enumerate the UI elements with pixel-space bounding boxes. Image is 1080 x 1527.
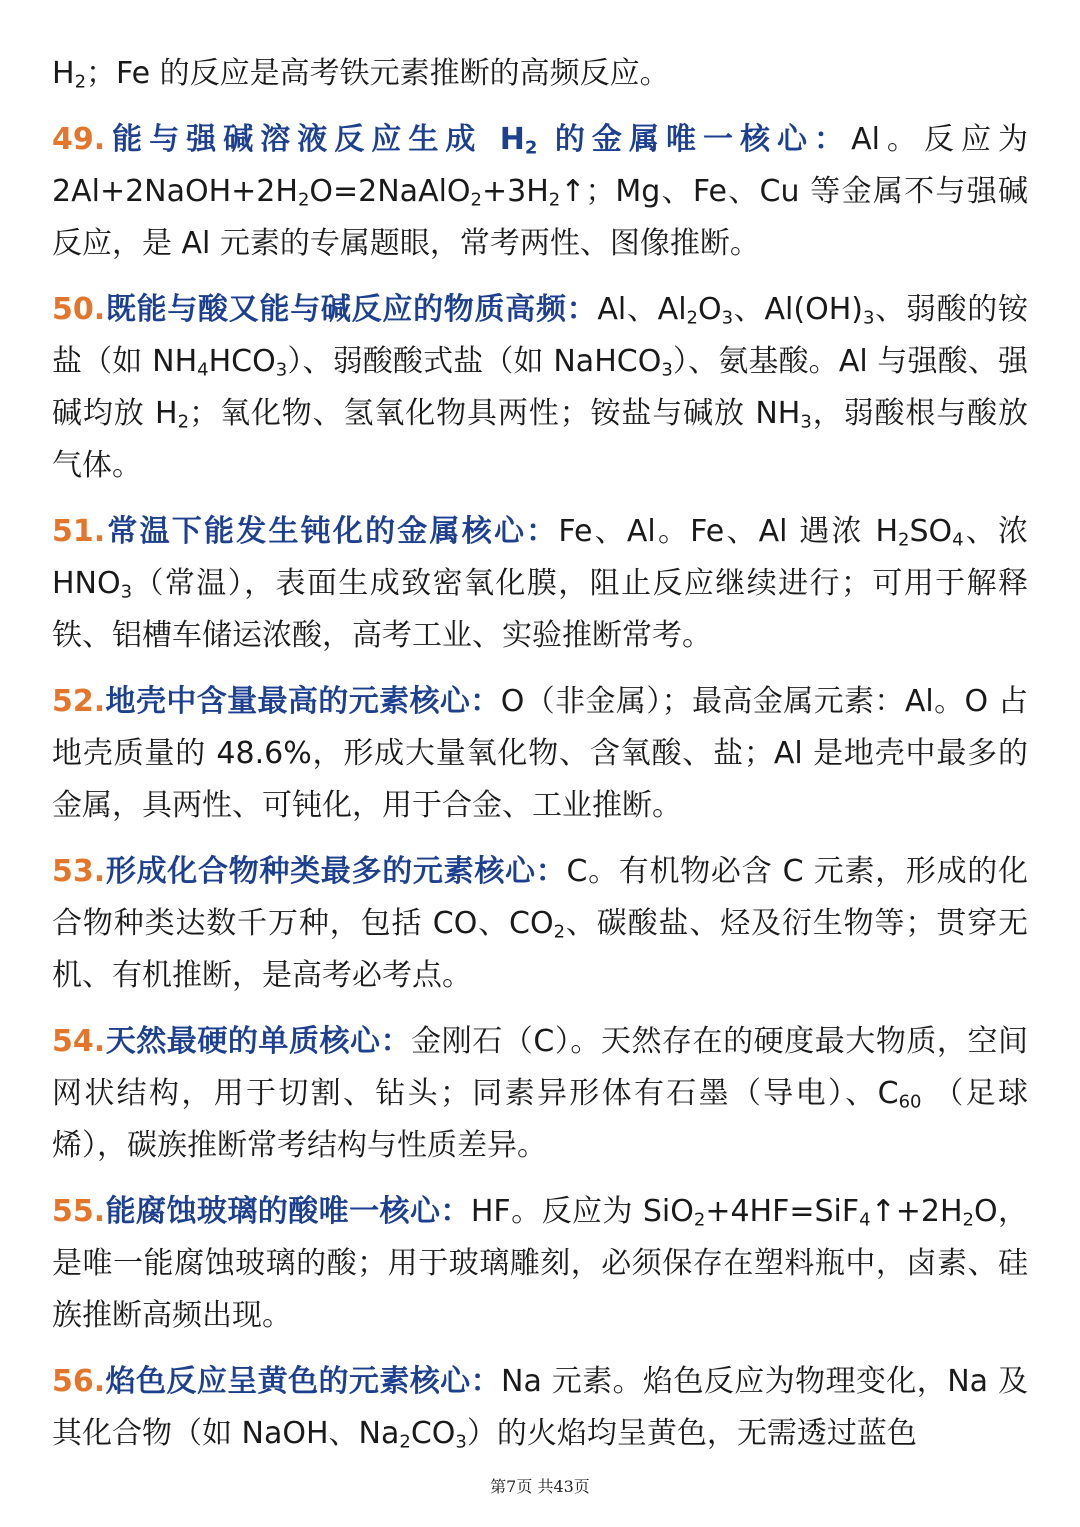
text-run: ↑+2H — [870, 1194, 963, 1229]
item-number: 49. — [52, 122, 106, 157]
text-run: O=2NaAlO — [309, 174, 471, 209]
knowledge-point — [52, 846, 1028, 1002]
text-run: +4HF=SiF — [705, 1194, 860, 1229]
knowledge-point — [52, 284, 1028, 492]
text-run: ；氧化物、氢氧化物具两性；铵盐与碱放 NH — [189, 396, 801, 431]
text-run: O — [698, 292, 722, 327]
text-run: Fe、Al。Fe、Al 遇浓 H — [558, 514, 899, 549]
subscript: 3 — [800, 411, 812, 433]
text-run: 、浓 HNO — [52, 514, 1029, 601]
text-run: 的金属唯一核心： — [537, 122, 852, 157]
subscript: 3 — [862, 307, 875, 329]
text-run: 、Al(OH) — [733, 292, 863, 327]
text-run: ；Fe 的反应是高考铁元素推断的高频反应。 — [86, 56, 670, 91]
subscript: 4 — [197, 359, 209, 381]
item-number: 54. — [52, 1024, 106, 1059]
knowledge-point-text — [52, 506, 1028, 662]
text-run: 能与强碱溶液反应生成 H — [105, 122, 525, 157]
subscript: 2 — [686, 307, 698, 329]
subscript: 3 — [120, 581, 133, 603]
item-number: 56. — [52, 1364, 106, 1399]
item-heading — [105, 854, 566, 889]
text-run: 天然最硬的单质核心： — [105, 1024, 412, 1059]
text-run: Al。反应为 2Al+2NaOH+2H — [52, 122, 1028, 209]
subscript: 2 — [297, 189, 310, 211]
subscript: 3 — [455, 1431, 467, 1453]
subscript: 60 — [898, 1091, 922, 1113]
knowledge-point-text — [52, 1356, 1028, 1460]
subscript: 3 — [661, 359, 673, 381]
text-run: O（非金属）；最高金属元素：Al。O 占地壳质量的 48.6%，形成大量氧化物、含氧酸、盐；Al 是地壳中最多的金属，具两性、可钝化，用于合金、工业推断。 — [52, 684, 1029, 823]
text-run: C。有机物必含 C 元素，形成的化合物种类达数千万种，包括 CO、CO — [52, 854, 1029, 941]
text-run: 、弱酸的铵盐（如 NH — [52, 292, 1029, 379]
text-run: +3H — [482, 174, 549, 209]
item-number: 52. — [52, 684, 106, 719]
text-run: ）、氨基酸。Al 与强酸、强碱均放 H — [52, 344, 1028, 431]
text-run: 焰色反应呈黄色的元素核心： — [105, 1364, 502, 1399]
knowledge-point-list — [52, 114, 1028, 1460]
subscript: 4 — [952, 529, 964, 551]
text-run: ）、弱酸酸式盐（如 NaHCO — [287, 344, 662, 379]
text-run: Al、Al — [597, 292, 687, 327]
knowledge-point-text — [52, 1186, 1028, 1342]
knowledge-point — [52, 1186, 1028, 1342]
text-run: 能腐蚀玻璃的酸唯一核心： — [105, 1194, 471, 1229]
page-footer: 第7页 共43页 — [490, 1477, 590, 1496]
knowledge-point-text — [52, 676, 1028, 832]
text-run: ↑；Mg、Fe、Cu 等金属不与强碱反应，是 Al 元素的专属题眼，常考两性、图像推断。 — [52, 174, 1028, 261]
subscript: 3 — [275, 359, 288, 381]
subscript: 3 — [721, 307, 734, 329]
item-number: 55. — [52, 1194, 106, 1229]
subscript: 4 — [859, 1209, 871, 1231]
item-heading — [105, 122, 851, 157]
document-page — [52, 48, 1028, 1460]
text-run: CO — [410, 1416, 456, 1451]
knowledge-point — [52, 1356, 1028, 1460]
item-heading — [105, 1364, 501, 1399]
item-heading — [105, 684, 501, 719]
subscript: 2 — [962, 1209, 974, 1231]
text-run: ）的火焰均呈黄色，无需透过蓝色 — [466, 1416, 917, 1451]
item-number: 53. — [52, 854, 106, 889]
subscript: 2 — [553, 921, 566, 943]
knowledge-point — [52, 676, 1028, 832]
item-heading — [105, 1194, 471, 1229]
knowledge-point — [52, 1016, 1028, 1172]
text-run: 、碳酸盐、烃及衍生物等；贯穿无机、有机推断，是高考必考点。 — [52, 906, 1028, 993]
text-run: H — [52, 56, 75, 91]
subscript: 2 — [177, 411, 190, 433]
subscript: 2 — [693, 1209, 706, 1231]
subscript: 2 — [524, 137, 538, 159]
subscript: 2 — [898, 529, 910, 551]
knowledge-point-text — [52, 114, 1028, 270]
item-number: 51. — [52, 514, 106, 549]
subscript: 2 — [470, 189, 482, 211]
item-number: 50. — [52, 292, 106, 327]
text-run: Na 元素。焰色反应为物理变化，Na 及其化合物（如 NaOH、Na — [52, 1364, 1029, 1451]
text-run: 地壳中含量最高的元素核心： — [105, 684, 501, 719]
knowledge-point — [52, 114, 1028, 270]
item-heading — [105, 1024, 411, 1059]
subscript: 2 — [74, 71, 87, 93]
item-heading — [105, 292, 597, 327]
knowledge-point-text — [52, 846, 1028, 1002]
subscript: 2 — [548, 189, 561, 211]
knowledge-point — [52, 506, 1028, 662]
subscript: 2 — [399, 1431, 411, 1453]
text-run: （常温），表面生成致密氧化膜，阻止反应继续进行；可用于解释铁、铝槽车储运浓酸，高考工业、实验推断常考。 — [52, 566, 1028, 653]
knowledge-point-text — [52, 1016, 1028, 1172]
intro-paragraph — [52, 48, 1028, 100]
knowledge-point-text — [52, 284, 1028, 492]
text-run: HF。反应为 SiO — [470, 1194, 694, 1229]
text-run: 既能与酸又能与碱反应的物质高频： — [105, 292, 598, 327]
text-run: ，弱酸根与酸放气体。 — [52, 396, 1028, 483]
text-run: 形成化合物种类最多的元素核心： — [105, 854, 567, 889]
text-run: （足球烯），碳族推断常考结构与性质差异。 — [52, 1076, 1028, 1163]
item-heading — [105, 514, 558, 549]
text-run: HCO — [208, 344, 276, 379]
text-run: O，是唯一能腐蚀玻璃的酸；用于玻璃雕刻，必须保存在塑料瓶中，卤素、硅族推断高频出现。 — [52, 1194, 1029, 1333]
text-run: SO — [909, 514, 953, 549]
text-run: 金刚石（C）。天然存在的硬度最大物质，空间网状结构，用于切割、钻头；同素异形体有石墨（导电）、C — [52, 1024, 1029, 1111]
text-run: 常温下能发生钝化的金属核心： — [105, 514, 559, 549]
